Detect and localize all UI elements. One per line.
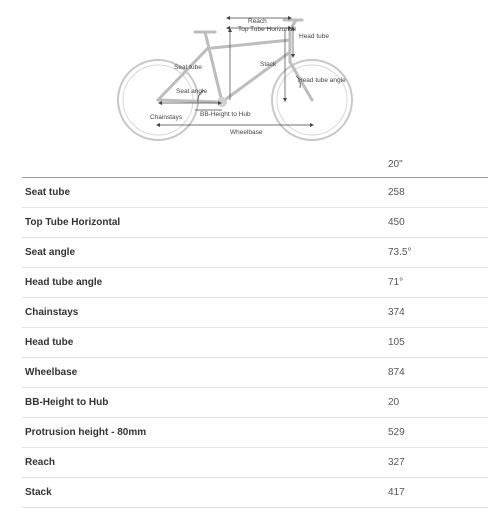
row-label: Stack — [25, 487, 52, 498]
row-value: 529 — [388, 427, 405, 438]
row-label: Head tube angle — [25, 277, 103, 288]
row-label: Wheelbase — [25, 367, 78, 378]
label-top-tube-horizontal: Top Tube Horizontal — [238, 26, 296, 33]
table-row — [22, 178, 488, 208]
label-reach: Reach — [248, 18, 267, 25]
row-label: Top Tube Horizontal — [25, 217, 121, 228]
table-row — [22, 478, 488, 508]
row-label: BB-Height to Hub — [25, 397, 109, 408]
row-value: 450 — [388, 217, 405, 228]
label-stack: Stack — [260, 61, 277, 68]
label-seat-tube: Seat tube — [174, 64, 202, 71]
table-row — [22, 388, 488, 418]
row-value: 71° — [388, 277, 404, 288]
table-row — [22, 418, 488, 448]
label-head-tube: Head tube — [299, 33, 329, 40]
table-row — [22, 268, 488, 298]
table-row — [22, 448, 488, 478]
row-value: 20 — [388, 397, 400, 408]
geometry-table — [22, 152, 488, 508]
row-value: 374 — [388, 307, 405, 318]
row-value: 258 — [388, 187, 405, 198]
table-row — [22, 298, 488, 328]
label-bb-height-to-hub: BB-Height to Hub — [200, 111, 251, 118]
label-wheelbase: Wheelbase — [230, 129, 263, 136]
row-label: Protrusion height - 80mm — [25, 427, 147, 438]
row-label: Reach — [25, 457, 56, 468]
row-value: 105 — [388, 337, 405, 348]
row-label: Seat angle — [25, 247, 76, 258]
table-header-row — [22, 152, 488, 178]
row-value: 874 — [388, 367, 405, 378]
row-label: Seat tube — [25, 187, 71, 198]
row-value: 327 — [388, 457, 405, 468]
table-row — [22, 208, 488, 238]
row-label: Head tube — [25, 337, 74, 348]
bike-geometry-diagram — [0, 0, 500, 152]
size-header: 20" — [388, 159, 403, 170]
row-value: 417 — [388, 487, 405, 498]
row-value: 73.5° — [388, 247, 412, 258]
row-label: Chainstays — [25, 307, 79, 318]
table-row — [22, 358, 488, 388]
label-seat-angle: Seat angle — [176, 88, 208, 95]
table-row — [22, 328, 488, 358]
label-head-tube-angle: Head tube angle — [298, 77, 346, 84]
label-chainstays: Chainstays — [150, 114, 183, 121]
table-row — [22, 238, 488, 268]
bike-illustration — [0, 0, 500, 152]
